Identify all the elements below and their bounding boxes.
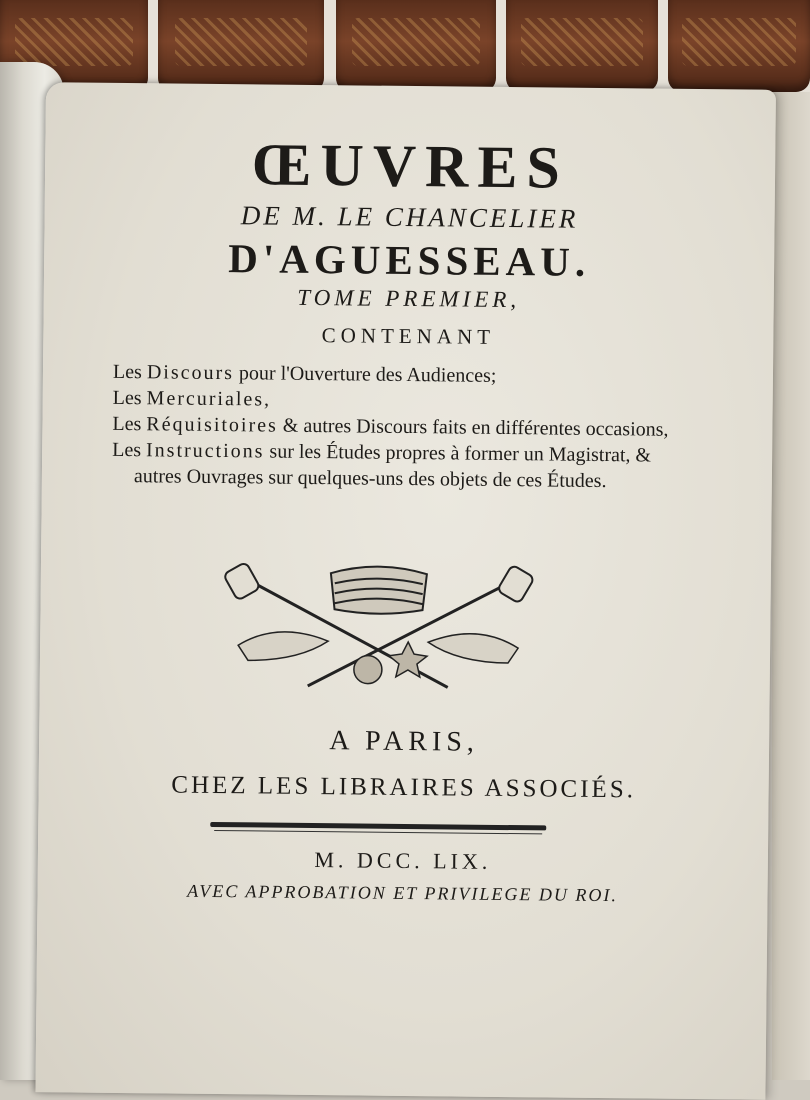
author-line: DE M. LE CHANCELIER	[240, 200, 579, 234]
privilege-line: AVEC APPROBATION ET PRIVILEGE DU ROI.	[187, 880, 619, 906]
contents-item: Les Réquisitoires & autres Discours faits en différentes occasions,	[112, 412, 669, 441]
contents-item: Les Discours pour l'Ouverture des Audiences;	[112, 360, 497, 387]
book-spine	[668, 0, 810, 92]
divider-rule	[210, 822, 546, 831]
contents-heading: CONTENANT	[321, 323, 496, 349]
divider-rule-thin	[214, 830, 542, 834]
book-spine	[158, 0, 324, 92]
contents-item: Les Instructions sur les Études propres à former un Magistrat, & autres Ouvrages sur quelques-uns des objets de ces Études.	[112, 438, 652, 493]
contents-item: Les Mercuriales,	[112, 386, 270, 411]
title-page	[35, 82, 776, 1100]
emblem-icon	[218, 560, 539, 703]
page-stack-edge	[772, 92, 810, 1080]
author-name: D'AGUESSEAU.	[228, 235, 591, 285]
contents-list	[112, 359, 673, 495]
imprint-place: A PARIS,	[329, 725, 480, 758]
imprint-publisher: CHEZ LES LIBRAIRES ASSOCIÉS.	[171, 771, 637, 804]
book-spine	[506, 0, 658, 92]
imprint-year: M. DCC. LIX.	[314, 847, 492, 874]
volume-label: TOME PREMIER,	[297, 284, 521, 313]
book-spine	[336, 0, 496, 92]
book-title: ŒUVRES	[251, 131, 570, 201]
